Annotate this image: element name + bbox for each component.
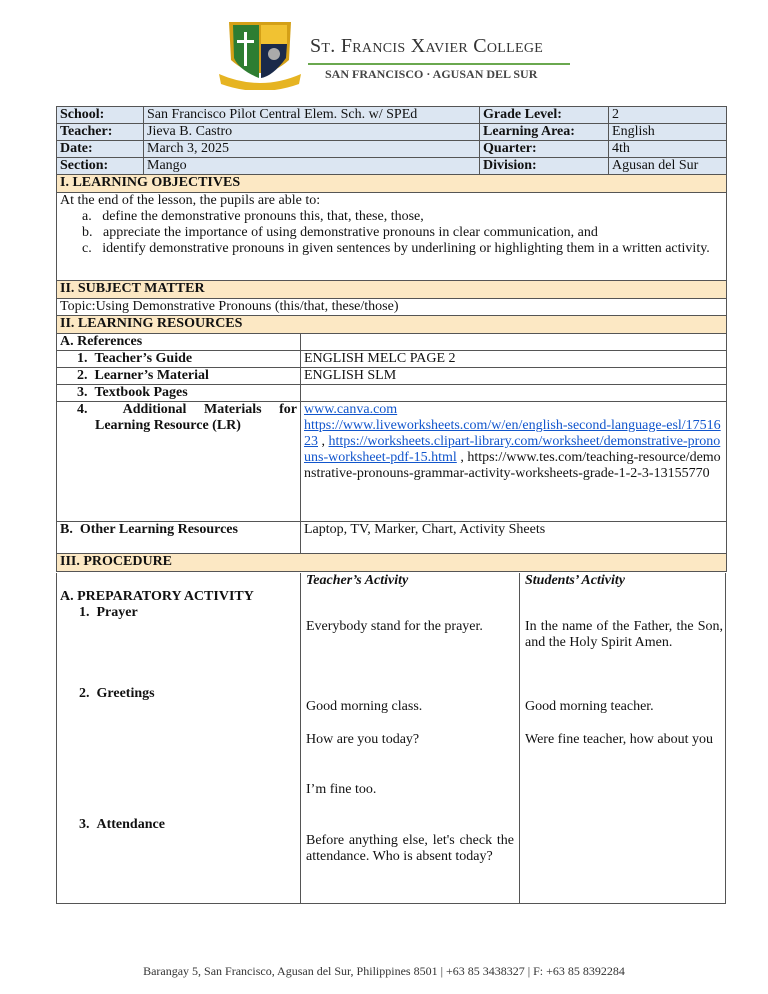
students-activity-heading: Students’ Activity (525, 573, 625, 588)
teacher-label: Teacher: (57, 124, 144, 141)
canva-link[interactable]: www.canva.com (304, 402, 398, 417)
objectives-heading: I. LEARNING OBJECTIVES (57, 175, 727, 193)
teacher-activity-heading: Teacher’s Activity (306, 573, 409, 588)
college-header (215, 14, 575, 90)
textbook-label: 3. Textbook Pages (57, 385, 301, 402)
topic: Topic:Using Demonstrative Pronouns (this/that, these/those) (57, 299, 727, 316)
references-value (301, 334, 727, 351)
student-reply: Were fine teacher, how about you (525, 732, 714, 747)
column-divider (300, 573, 301, 903)
subject-matter-heading: II. SUBJECT MATTER (57, 281, 727, 299)
college-name: St. Francis Xavier College (310, 35, 544, 57)
textbook-value (301, 385, 727, 402)
procedure-heading: III. PROCEDURE (57, 554, 727, 572)
teacher-value: Jieva B. Castro (144, 124, 480, 141)
tes-link-text: https://www.tes.com/teaching-resource/demonstrative-pronouns-grammar-activity-worksheets-grade-1-2-3-13155770 (304, 450, 721, 481)
date-value: March 3, 2025 (144, 141, 480, 158)
teacher-prayer: Everybody stand for the prayer. (306, 619, 483, 634)
teacher-greeting: Good morning class. (306, 699, 423, 714)
references-label: A. References (57, 334, 301, 351)
additional-materials-value: www.canva.com https://www.liveworksheets.com/w/en/english-second-language-esl/1751623 , https://worksheets.clipart-library.com/worksheet/demonstrative-pronouns-worksheet-pdf-15.html , https://www.tes.com/teaching-resource/demonstrative-pronouns-grammar-activity-worksheets-grade-1-2-3-13155770 (301, 402, 727, 522)
procedure-table (56, 573, 726, 904)
teachers-guide-label: 1. Teacher’s Guide (57, 351, 301, 368)
attendance-label: 3. Attendance (79, 817, 165, 832)
date-label: Date: (57, 141, 144, 158)
quarter-label: Quarter: (480, 141, 609, 158)
footer-address: Barangay 5, San Francisco, Agusan del Sur, Philippines 8501 | +63 85 3438327 | F: +63 85 8392284 (143, 964, 625, 978)
objective-item: b. appreciate the importance of using demonstrative pronouns in clear communication, and (82, 225, 598, 240)
section-value: Mango (144, 158, 480, 175)
preparatory-activity-label: A. PREPARATORY ACTIVITY (60, 589, 254, 604)
college-crest-logo (215, 16, 305, 90)
teacher-reply: I’m fine too. (306, 782, 377, 797)
teacher-attendance: Before anything else, let's check the attendance. Who is absent today? (306, 833, 514, 864)
prayer-label: 1. Prayer (79, 605, 138, 620)
student-greeting: Good morning teacher. (525, 699, 654, 714)
objective-item: c. identify demonstrative pronouns in given sentences by underlining or highlighting them in a written activity. (82, 241, 710, 256)
objective-item: a. define the demonstrative pronouns this, that, these, those, (82, 209, 424, 224)
greetings-label: 2. Greetings (79, 686, 155, 701)
objectives-intro: At the end of the lesson, the pupils are able to: (60, 193, 321, 208)
division-value: Agusan del Sur (609, 158, 727, 175)
section-label: Section: (57, 158, 144, 175)
student-prayer: In the name of the Father, the Son, and the Holy Spirit Amen. (525, 619, 723, 650)
lesson-plan-table (56, 106, 727, 572)
division-label: Division: (480, 158, 609, 175)
header-divider (308, 63, 570, 65)
grade-value: 2 (609, 107, 727, 124)
area-value: English (609, 124, 727, 141)
grade-label: Grade Level: (480, 107, 609, 124)
learners-material-label: 2. Learner’s Material (57, 368, 301, 385)
resources-heading: II. LEARNING RESOURCES (57, 316, 727, 334)
liveworksheets-link[interactable]: https://www.liveworksheets.com/w/en/english-second-language-esl/1751623 (304, 418, 721, 449)
teachers-guide-value: ENGLISH MELC PAGE 2 (301, 351, 727, 368)
learners-material-value: ENGLISH SLM (301, 368, 727, 385)
college-location: SAN FRANCISCO · AGUSAN DEL SUR (325, 67, 538, 81)
additional-materials-label: 4. Additional Materials for Learning Resource (LR) (57, 402, 301, 522)
column-divider (519, 573, 520, 903)
objectives-cell (57, 193, 727, 281)
quarter-value: 4th (609, 141, 727, 158)
school-value: San Francisco Pilot Central Elem. Sch. w/ SPEd (144, 107, 480, 124)
teacher-question: How are you today? (306, 732, 420, 747)
school-label: School: (57, 107, 144, 124)
area-label: Learning Area: (480, 124, 609, 141)
clipart-library-link[interactable]: https://worksheets.clipart-library.com/worksheet/demonstrative-pronouns-worksheet-pdf-15.html (304, 434, 721, 465)
other-resources-label: B. Other Learning Resources (57, 522, 301, 554)
other-resources-value: Laptop, TV, Marker, Chart, Activity Sheets (301, 522, 727, 554)
